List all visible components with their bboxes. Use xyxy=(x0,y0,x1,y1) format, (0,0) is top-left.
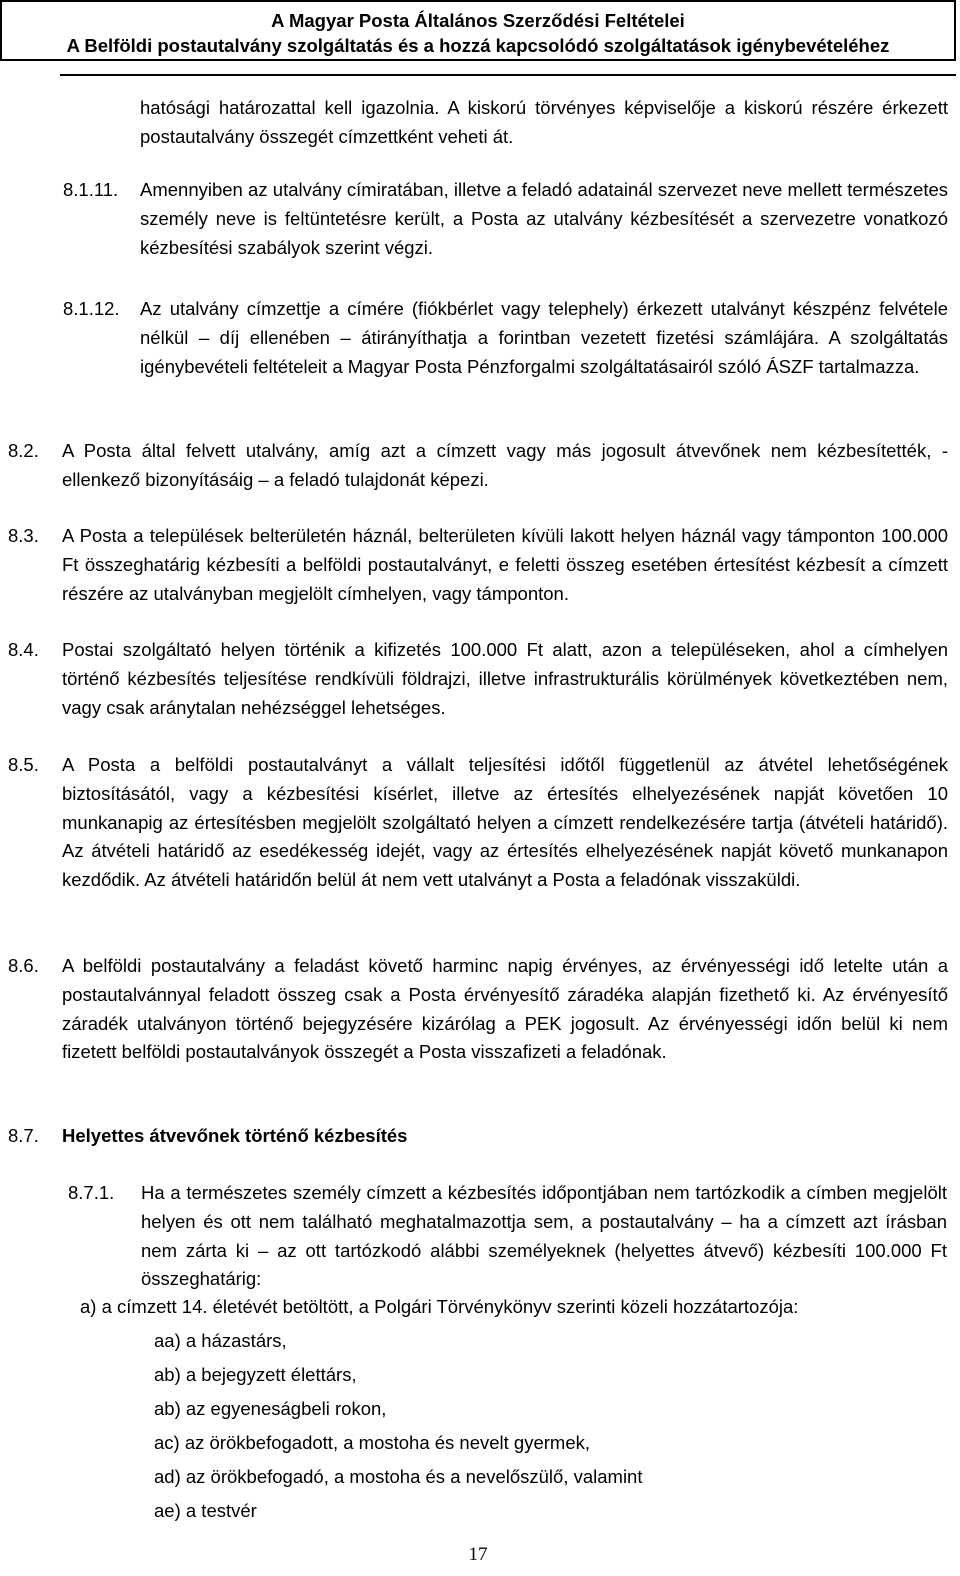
section-number-8-1-11: 8.1.11. xyxy=(63,179,119,200)
section-number-8-5: 8.5. xyxy=(8,754,39,775)
section-text-8-1-11: Amennyiben az utalvány címiratában, illetve a feladó adatainál szervezet neve mellett természetes személy neve is feltüntetésre került, a Posta az utalvány kézbesítését a szervezetre vonatkozó kézbesítési szabályok szerint végzi. xyxy=(140,179,948,258)
section-text-8-6: A belföldi postautalvány a feladást követő harminc napig érvényes, az érvényességi idő letelte után a postautalvánnyal feladott összeg csak a Posta érvényesítő záradéka alapján fizethető ki. Az érvényesítő záradék utalványon történő bejegyzésére kizárólag a PEK jogosult. Az érvényességi időn belül ki nem fizetett belföldi postautalványok összegét a Posta visszafizeti a feladónak. xyxy=(62,955,948,1063)
section-number-8-3: 8.3. xyxy=(8,525,39,546)
header-rule xyxy=(60,74,956,76)
section-text-8-5: A Posta a belföldi postautalványt a vállalt teljesítési időtől függetlenül az átvétel lehetőségének biztosításától, vagy a kézbesítési kísérlet, illetve az értesítés elhelyezésének napját követően 10 munkanapig az értesítésben megjelölt szolgáltató helyen a címzett rendelkezésére tartja (átvételi határidő). Az átvételi határidő az esedékesség idejét, vagy az értesítés elhelyezésének napját követő munkanapon kezdődik. Az átvételi határidőn belül át nem vett utalványt a Posta a feladónak visszaküldi. xyxy=(62,754,948,891)
section-number-8-7: 8.7. xyxy=(8,1125,39,1146)
section-text-8-4: Postai szolgáltató helyen történik a kifizetés 100.000 Ft alatt, azon a településeken, ahol a címhelyen történő kézbesítés teljesítése rendkívüli földrajzi, illetve infrastrukturális körülmények következtében nem, vagy csak aránytalan nehézséggel lehetséges. xyxy=(62,639,948,718)
section-heading-8-7: Helyettes átvevőnek történő kézbesítés xyxy=(62,1125,408,1146)
list-item-ad: ad) az örökbefogadó, a mostoha és a nevelőszülő, valamint xyxy=(154,1466,643,1487)
section-text-8-1-12: Az utalvány címzettje a címére (fiókbérlet vagy telephely) érkezett utalványt készpénz felvétele nélkül – díj ellenében – átirányíthatja a forintban vezetett fizetési számlájára. A szolgáltatás igénybevételi feltételeit a Magyar Posta Pénzforgalmi szolgáltatásairól szóló ÁSZF tartalmazza. xyxy=(140,298,948,377)
list-item-ac: ac) az örökbefogadott, a mostoha és nevelt gyermek, xyxy=(154,1432,591,1453)
section-number-8-7-1: 8.7.1. xyxy=(68,1182,115,1203)
list-item-ae: ae) a testvér xyxy=(154,1500,257,1521)
section-number-8-4: 8.4. xyxy=(8,639,39,660)
header-subtitle: A Belföldi postautalvány szolgáltatás és a hozzá kapcsolódó szolgáltatások igénybevételéhez xyxy=(66,35,890,56)
list-item-aa: aa) a házastárs, xyxy=(154,1330,287,1351)
document-header xyxy=(0,0,956,61)
section-text-8-2: A Posta által felvett utalvány, amíg azt a címzett vagy más jogosult átvevőnek nem kézbesítették, - ellenkező bizonyításáig – a feladó tulajdonát képezi. xyxy=(62,440,948,490)
section-number-8-1-12: 8.1.12. xyxy=(63,298,120,319)
page-number: 17 xyxy=(468,1544,488,1565)
intro-paragraph: hatósági határozattal kell igazolnia. A kiskorú törvényes képviselője a kiskorú részére érkezett postautalvány összegét címzettként veheti át. xyxy=(140,97,948,147)
header-title: A Magyar Posta Általános Szerződési Feltételei xyxy=(271,10,685,31)
section-number-8-6: 8.6. xyxy=(8,955,39,976)
section-text-8-7-1: Ha a természetes személy címzett a kézbesítés időpontjában nem tartózkodik a címben megjelölt helyen és ott nem található meghatalmazottja sem, a postautalvány – ha a címzett azt írásban nem zárta ki – az ott tartózkodó alábbi személyeknek (helyettes átvevő) kézbesíti 100.000 Ft összeghatárig: xyxy=(141,1182,947,1290)
list-item-a: a) a címzett 14. életévét betöltött, a Polgári Törvénykönyv szerinti közeli hozzátartozója: xyxy=(80,1296,799,1317)
list-item-ab-1: ab) a bejegyzett élettárs, xyxy=(154,1364,357,1385)
section-number-8-2: 8.2. xyxy=(8,440,39,461)
section-text-8-3: A Posta a települések belterületén háznál, belterületen kívüli lakott helyen háznál vagy támponton 100.000 Ft összeghatárig kézbesíti a belföldi postautalványt, e feletti összeg esetében értesítést kézbesít a címzett részére az utalványban megjelölt címhelyen, vagy támponton. xyxy=(62,525,948,604)
list-item-ab-2: ab) az egyeneságbeli rokon, xyxy=(154,1398,387,1419)
